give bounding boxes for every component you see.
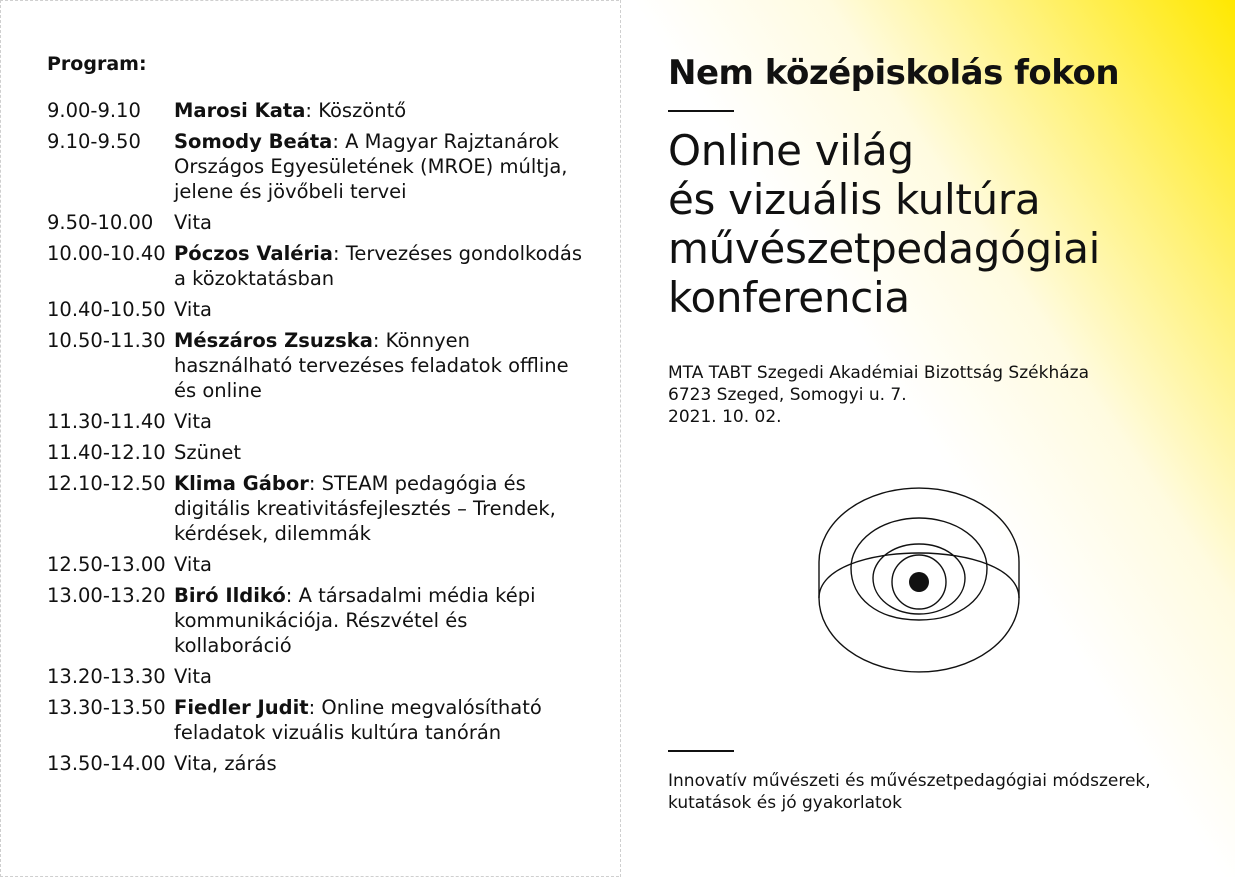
program-item — [47, 552, 607, 577]
logo-pupil — [909, 572, 929, 592]
series-title: Nem középiskolás fokon — [668, 53, 1120, 93]
program-description — [174, 583, 584, 658]
program-description — [174, 98, 584, 123]
speaker-separator: : — [372, 329, 386, 352]
program-item — [47, 210, 607, 235]
program-time: 11.30-11.40 — [47, 410, 166, 433]
program-item — [47, 328, 607, 403]
program-time: 10.50-11.30 — [47, 329, 166, 352]
talk-title: Vita — [174, 410, 212, 433]
event-date: 2021. 10. 02. — [668, 407, 782, 427]
talk-title: STEAM pedagógia és digitális kreativitásfejlesztés – Trendek, kérdések, dilemmák — [174, 472, 556, 545]
program-item — [47, 98, 607, 123]
program-item — [47, 751, 607, 776]
program-description — [174, 664, 584, 689]
speaker-name: Marosi Kata — [174, 99, 306, 122]
program-time: 12.10-12.50 — [47, 472, 166, 495]
speaker-separator: : — [305, 99, 319, 122]
talk-title: Vita — [174, 665, 212, 688]
footer-divider — [668, 750, 734, 752]
talk-title: A Magyar Rajztanárok Országos Egyesületének (MROE) múltja, jelene és jövőbeli tervei — [174, 130, 568, 203]
talk-title: Vita, zárás — [174, 752, 277, 775]
speaker-separator: : — [308, 472, 322, 495]
talk-title: Vita — [174, 211, 212, 234]
venue-address: 6723 Szeged, Somogyi u. 7. — [668, 385, 907, 405]
cover-panel — [621, 0, 1235, 877]
program-time: 11.40-12.10 — [47, 441, 166, 464]
speaker-separator: : — [285, 584, 299, 607]
talk-title: Tervezéses gondolkodás a közoktatásban — [174, 242, 583, 290]
program-time: 13.30-13.50 — [47, 696, 166, 719]
program-description — [174, 552, 584, 577]
speaker-separator: : — [308, 696, 322, 719]
program-time: 10.40-10.50 — [47, 298, 166, 321]
talk-title: Könnyen használható tervezéses feladatok offline és online — [174, 329, 569, 402]
program-time: 12.50-13.00 — [47, 553, 166, 576]
program-heading: Program: — [47, 53, 147, 75]
program-time: 13.00-13.20 — [47, 584, 166, 607]
program-description — [174, 210, 584, 235]
program-time: 13.20-13.30 — [47, 665, 166, 688]
program-time: 10.00-10.40 — [47, 242, 166, 265]
program-item — [47, 297, 607, 322]
program-item — [47, 583, 607, 658]
conference-title-line: és vizuális kultúra — [668, 175, 1041, 224]
program-item — [47, 471, 607, 546]
program-time: 13.50-14.00 — [47, 752, 166, 775]
program-item — [47, 241, 607, 291]
talk-title: Vita — [174, 298, 212, 321]
conference-title — [668, 126, 1100, 322]
program-description — [174, 241, 584, 291]
program-description — [174, 440, 584, 465]
speaker-name: Somody Beáta — [174, 130, 333, 153]
logo-mid-ring — [851, 518, 987, 620]
program-time: 9.50-10.00 — [47, 211, 154, 234]
program-description — [174, 751, 584, 776]
talk-title: A társadalmi média képi kommunikációja. Részvétel és kollaboráció — [174, 584, 536, 657]
program-item — [47, 664, 607, 689]
program-description — [174, 471, 584, 546]
conference-title-line: konferencia — [668, 273, 910, 322]
speaker-separator: : — [332, 242, 346, 265]
program-description — [174, 328, 584, 403]
conference-title-line: Online világ — [668, 126, 914, 175]
footer-tagline — [668, 770, 1151, 814]
venue-info — [668, 362, 1089, 428]
program-description — [174, 297, 584, 322]
program-description — [174, 695, 584, 745]
conference-title-line: művészetpedagógiai — [668, 224, 1101, 273]
title-divider — [668, 110, 734, 112]
program-description — [174, 129, 584, 204]
talk-title: Szünet — [174, 441, 241, 464]
talk-title: Köszöntő — [318, 99, 407, 122]
speaker-name: Fiedler Judit — [174, 696, 309, 719]
venue-name: MTA TABT Szegedi Akadémiai Bizottság Székháza — [668, 363, 1089, 383]
speaker-name: Mészáros Zsuzska — [174, 329, 373, 352]
eye-spiral-icon — [811, 480, 1031, 700]
program-list — [47, 98, 607, 776]
program-item — [47, 440, 607, 465]
program-item — [47, 409, 607, 434]
speaker-name: Biró Ildikó — [174, 584, 286, 607]
talk-title: Vita — [174, 553, 212, 576]
footer-line: Innovatív művészeti és művészetpedagógiai módszerek, — [668, 771, 1151, 791]
speaker-name: Klima Gábor — [174, 472, 309, 495]
speaker-separator: : — [332, 130, 346, 153]
program-panel — [47, 52, 607, 782]
program-item — [47, 129, 607, 204]
program-time: 9.10-9.50 — [47, 130, 141, 153]
program-description — [174, 409, 584, 434]
program-item — [47, 695, 607, 745]
speaker-name: Póczos Valéria — [174, 242, 333, 265]
footer-line: kutatások és jó gyakorlatok — [668, 793, 902, 813]
talk-title: Online megvalósítható feladatok vizuális kultúra tanórán — [174, 696, 542, 744]
program-time: 9.00-9.10 — [47, 99, 141, 122]
